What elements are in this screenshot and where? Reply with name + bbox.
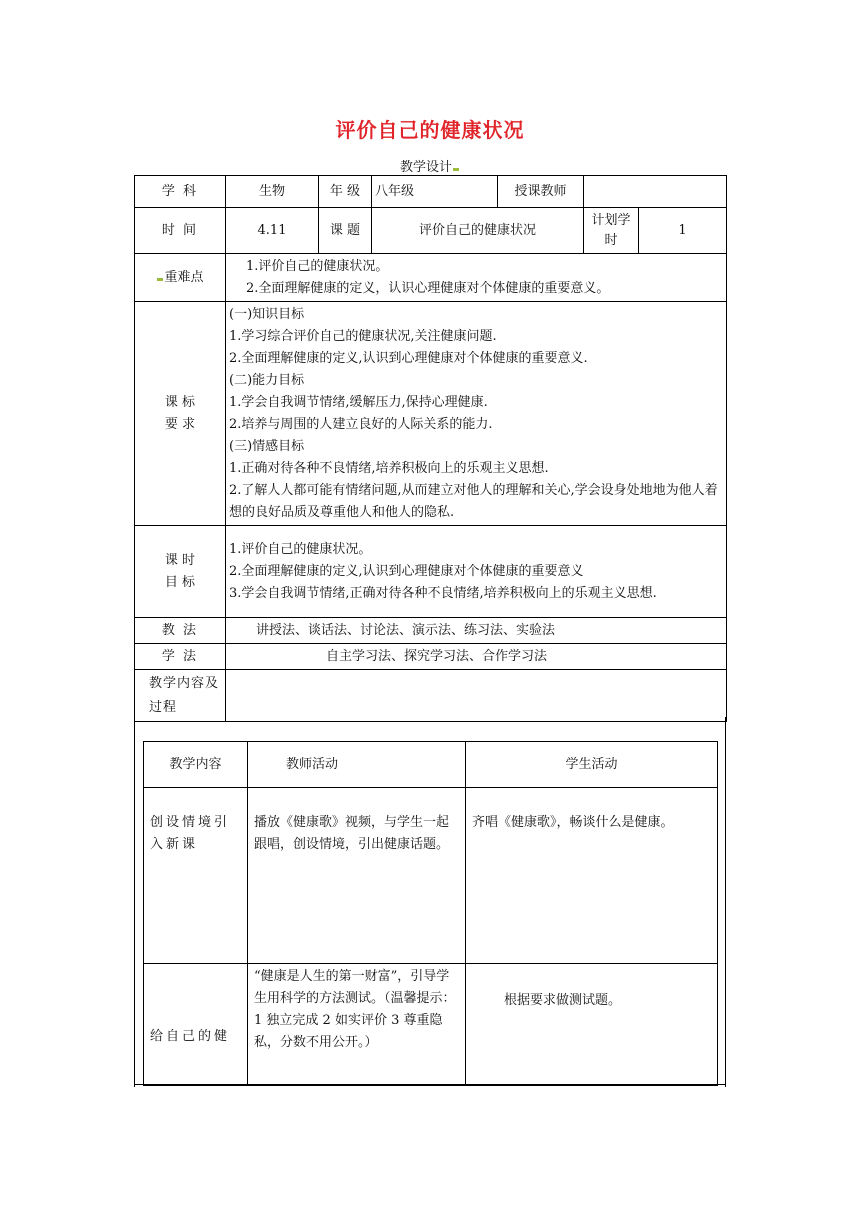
learning-method-label: 学 法: [135, 644, 226, 670]
process-label: 教学内容及过程: [135, 670, 226, 722]
teacher-label: 授课教师: [498, 176, 584, 208]
key-point-item: 2.全面理解健康的定义，认识心理健康对个体健康的重要意义。: [246, 280, 610, 296]
grade-label: 年 级: [319, 176, 372, 208]
lesson-goals-list: [226, 526, 727, 618]
standards-list: [226, 302, 727, 526]
standards-line: 2.培养与周围的人建立良好的人际关系的能力.: [229, 416, 493, 432]
lesson-info-table: [134, 175, 727, 722]
lesson-goal-line: 1.评价自己的健康状况。: [229, 541, 372, 557]
standards-line: 2.全面理解健康的定义,认识到心理健康对个体健康的重要意义.: [229, 350, 588, 366]
row-teacher: 播放《健康歌》视频，与学生一起跟唱，创设情境，引出健康话题。: [248, 788, 466, 964]
row-student: 根据要求做测试题。: [466, 964, 718, 1086]
subject-value: 生物: [226, 176, 319, 208]
standards-line: 1.学习综合评价自己的健康状况,关注健康问题.: [229, 328, 497, 344]
standards-line: (二)能力目标: [229, 372, 305, 388]
standards-line: (三)情感目标: [229, 438, 305, 454]
row-teacher: “健康是人生的第一财富”，引导学生用科学的方法测试。（温馨提示：1 独立完成 2 如实评价 3 尊重隐私，分数不用公开。）: [248, 964, 466, 1086]
time-label: 时 间: [135, 208, 226, 254]
teacher-value: [584, 176, 727, 208]
subject-label: 学 科: [135, 176, 226, 208]
standards-line: 2.了解人人都可能有情绪问题,从而建立对他人的理解和关心,学会设身处地地为他人着想的良好品质及尊重他人和他人的隐私.: [229, 482, 718, 520]
hours-label: 计划学时: [584, 208, 639, 254]
lesson-goal-line: 2.全面理解健康的定义,认识到心理健康对个体健康的重要意义: [229, 563, 584, 579]
process-table: [143, 741, 718, 1086]
header-content: 教学内容: [144, 742, 248, 788]
key-points-list: [226, 254, 727, 302]
header-teacher: 教师活动: [248, 742, 466, 788]
frame-bottom-border: [134, 1084, 726, 1085]
standards-line: 1.学会自我调节情绪,缓解压力,保持心理健康.: [229, 394, 488, 410]
header-student: 学生活动: [466, 742, 718, 788]
process-value: [226, 670, 727, 722]
row-content: 给自己的健: [144, 964, 248, 1086]
document-title: 评价自己的健康状况: [335, 118, 525, 142]
hours-value: 1: [639, 208, 727, 254]
teaching-method-label: 教 法: [135, 618, 226, 644]
standards-label: 课 标 要 求: [135, 302, 226, 526]
key-points-label: 重难点: [135, 254, 226, 302]
key-point-item: 1.评价自己的健康状况。: [246, 258, 389, 274]
time-value: 4.11: [226, 208, 319, 254]
grade-value: 八年级: [372, 176, 498, 208]
learning-method-value: 自主学习法、探究学习法、合作学习法: [226, 644, 727, 670]
standards-line: (一)知识目标: [229, 306, 305, 322]
row-content: 创设情境引入新课: [144, 788, 248, 964]
teaching-method-value: 讲授法、谈话法、讨论法、演示法、练习法、实验法: [226, 618, 727, 644]
document-subtitle: 教学设计: [0, 156, 860, 175]
standards-line: 1.正确对待各种不良情绪,培养积极向上的乐观主义思想.: [229, 460, 549, 476]
topic-value: 评价自己的健康状况: [372, 208, 584, 254]
row-student: 齐唱《健康歌》，畅谈什么是健康。: [466, 788, 718, 964]
topic-label: 课 题: [319, 208, 372, 254]
lesson-goal-line: 3.学会自我调节情绪,正确对待各种不良情绪,培养积极向上的乐观主义思想.: [229, 585, 657, 601]
lesson-goals-label: 课 时 目 标: [135, 526, 226, 618]
